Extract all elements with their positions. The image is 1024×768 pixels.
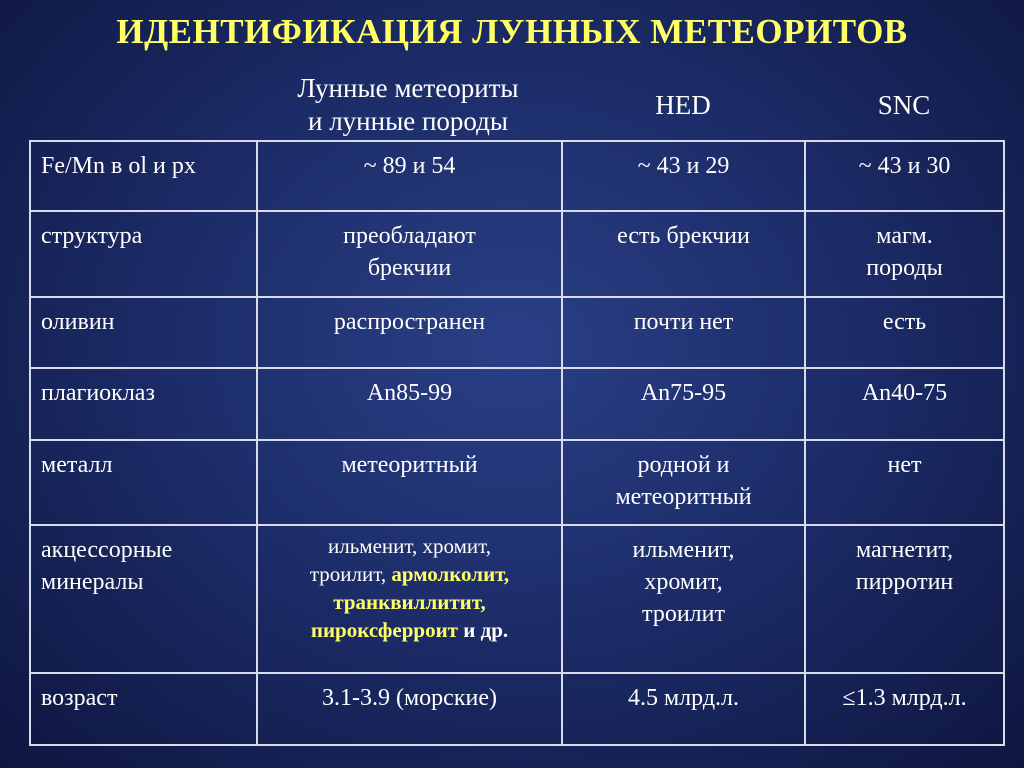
cell-lunar-olivine xyxy=(257,297,562,368)
cell-line: породы xyxy=(866,255,943,281)
cell-line: есть xyxy=(882,309,927,335)
cell-line: есть брекчии xyxy=(617,223,750,249)
row-label-structure xyxy=(30,211,257,297)
row-label-accessory xyxy=(30,525,257,673)
cell-snc-olivine xyxy=(805,297,1004,368)
cell-line: ильменит, xyxy=(632,537,735,563)
cell-snc-metal xyxy=(805,440,1004,525)
cell-line: преобладают xyxy=(343,223,476,249)
mineral-armalcolite: армолколит, xyxy=(391,562,510,586)
cell-line: метеоритный xyxy=(615,484,752,510)
cell-snc-plagioclase xyxy=(805,368,1004,440)
cell-lunar-structure xyxy=(257,211,562,297)
cell-hed-accessory xyxy=(562,525,805,673)
cell-line: 4.5 млрд.л. xyxy=(627,685,740,711)
cell-line: акцессорные xyxy=(41,537,173,563)
row-label-fe-mn xyxy=(30,141,257,211)
cell-lunar-fe-mn xyxy=(257,141,562,211)
row-label-age xyxy=(30,673,257,745)
cell-line: 3.1-3.9 (морские) xyxy=(322,685,497,711)
cell-line: An85-99 xyxy=(366,380,453,406)
cell-line: оливин xyxy=(41,309,115,335)
cell-lunar-accessory xyxy=(257,525,562,673)
cell-hed-olivine xyxy=(562,297,805,368)
cell-lunar-age xyxy=(257,673,562,745)
comparison-table xyxy=(29,140,1005,746)
cell-line: почти нет xyxy=(633,309,734,335)
column-header-lunar-line2: и лунные породы xyxy=(308,106,508,136)
cell-line: Fe/Mn в ol и px xyxy=(41,153,196,179)
cell-snc-structure xyxy=(805,211,1004,297)
cell-line: троилит xyxy=(642,601,725,627)
column-header-lunar xyxy=(258,72,558,138)
cell-hed-structure xyxy=(562,211,805,297)
cell-lunar-plagioclase xyxy=(257,368,562,440)
cell-line: хромит, xyxy=(644,569,723,595)
cell-hed-metal xyxy=(562,440,805,525)
cell-hed-age xyxy=(562,673,805,745)
cell-line: метеоритный xyxy=(341,452,478,478)
mineral-troilite: троилит, xyxy=(309,562,392,586)
cell-lunar-metal xyxy=(257,440,562,525)
cell-snc-accessory xyxy=(805,525,1004,673)
cell-line: возраст xyxy=(41,685,118,711)
cell-line: металл xyxy=(41,452,113,478)
table-row-accessory xyxy=(30,525,1004,673)
page-title: ИДЕНТИФИКАЦИЯ ЛУННЫХ МЕТЕОРИТОВ xyxy=(116,12,908,51)
cell-line: ~ 43 и 29 xyxy=(637,153,730,179)
cell-line xyxy=(266,616,553,644)
cell-line: An75-95 xyxy=(640,380,727,406)
cell-line: пирротин xyxy=(855,569,954,595)
table-row-fe-mn xyxy=(30,141,1004,211)
cell-line: распространен xyxy=(333,309,486,335)
cell-line: плагиоклаз xyxy=(41,380,155,406)
cell-line: структура xyxy=(41,223,143,249)
cell-line: ≤1.3 млрд.л. xyxy=(842,685,967,711)
row-label-plagioclase xyxy=(30,368,257,440)
cell-snc-fe-mn xyxy=(805,141,1004,211)
cell-line: нет xyxy=(887,452,922,478)
column-header-hed: HED xyxy=(655,90,711,120)
cell-hed-fe-mn xyxy=(562,141,805,211)
etc-text: и др. xyxy=(457,618,509,642)
table-row-plagioclase xyxy=(30,368,1004,440)
column-header-lunar-line1: Лунные метеориты xyxy=(297,73,519,103)
cell-line: An40-75 xyxy=(861,380,948,406)
cell-line: ильменит, хромит, xyxy=(328,534,491,558)
cell-line: минералы xyxy=(41,569,144,595)
cell-line: магнетит, xyxy=(855,537,954,563)
row-label-olivine xyxy=(30,297,257,368)
cell-line: ~ 43 и 30 xyxy=(858,153,951,179)
table-row-metal xyxy=(30,440,1004,525)
cell-line: ~ 89 и 54 xyxy=(363,153,456,179)
table-row-olivine xyxy=(30,297,1004,368)
cell-line: магм. xyxy=(876,223,933,249)
mineral-tranquillityite: транквиллитит, xyxy=(333,590,486,614)
table-row-structure xyxy=(30,211,1004,297)
cell-line xyxy=(266,560,553,588)
cell-snc-age xyxy=(805,673,1004,745)
column-header-snc: SNC xyxy=(877,90,931,120)
cell-line: родной и xyxy=(637,452,730,478)
cell-hed-plagioclase xyxy=(562,368,805,440)
mineral-pyroxferroite: пироксферроит xyxy=(310,618,458,642)
table-row-age xyxy=(30,673,1004,745)
cell-line: брекчии xyxy=(367,255,452,281)
row-label-metal xyxy=(30,440,257,525)
